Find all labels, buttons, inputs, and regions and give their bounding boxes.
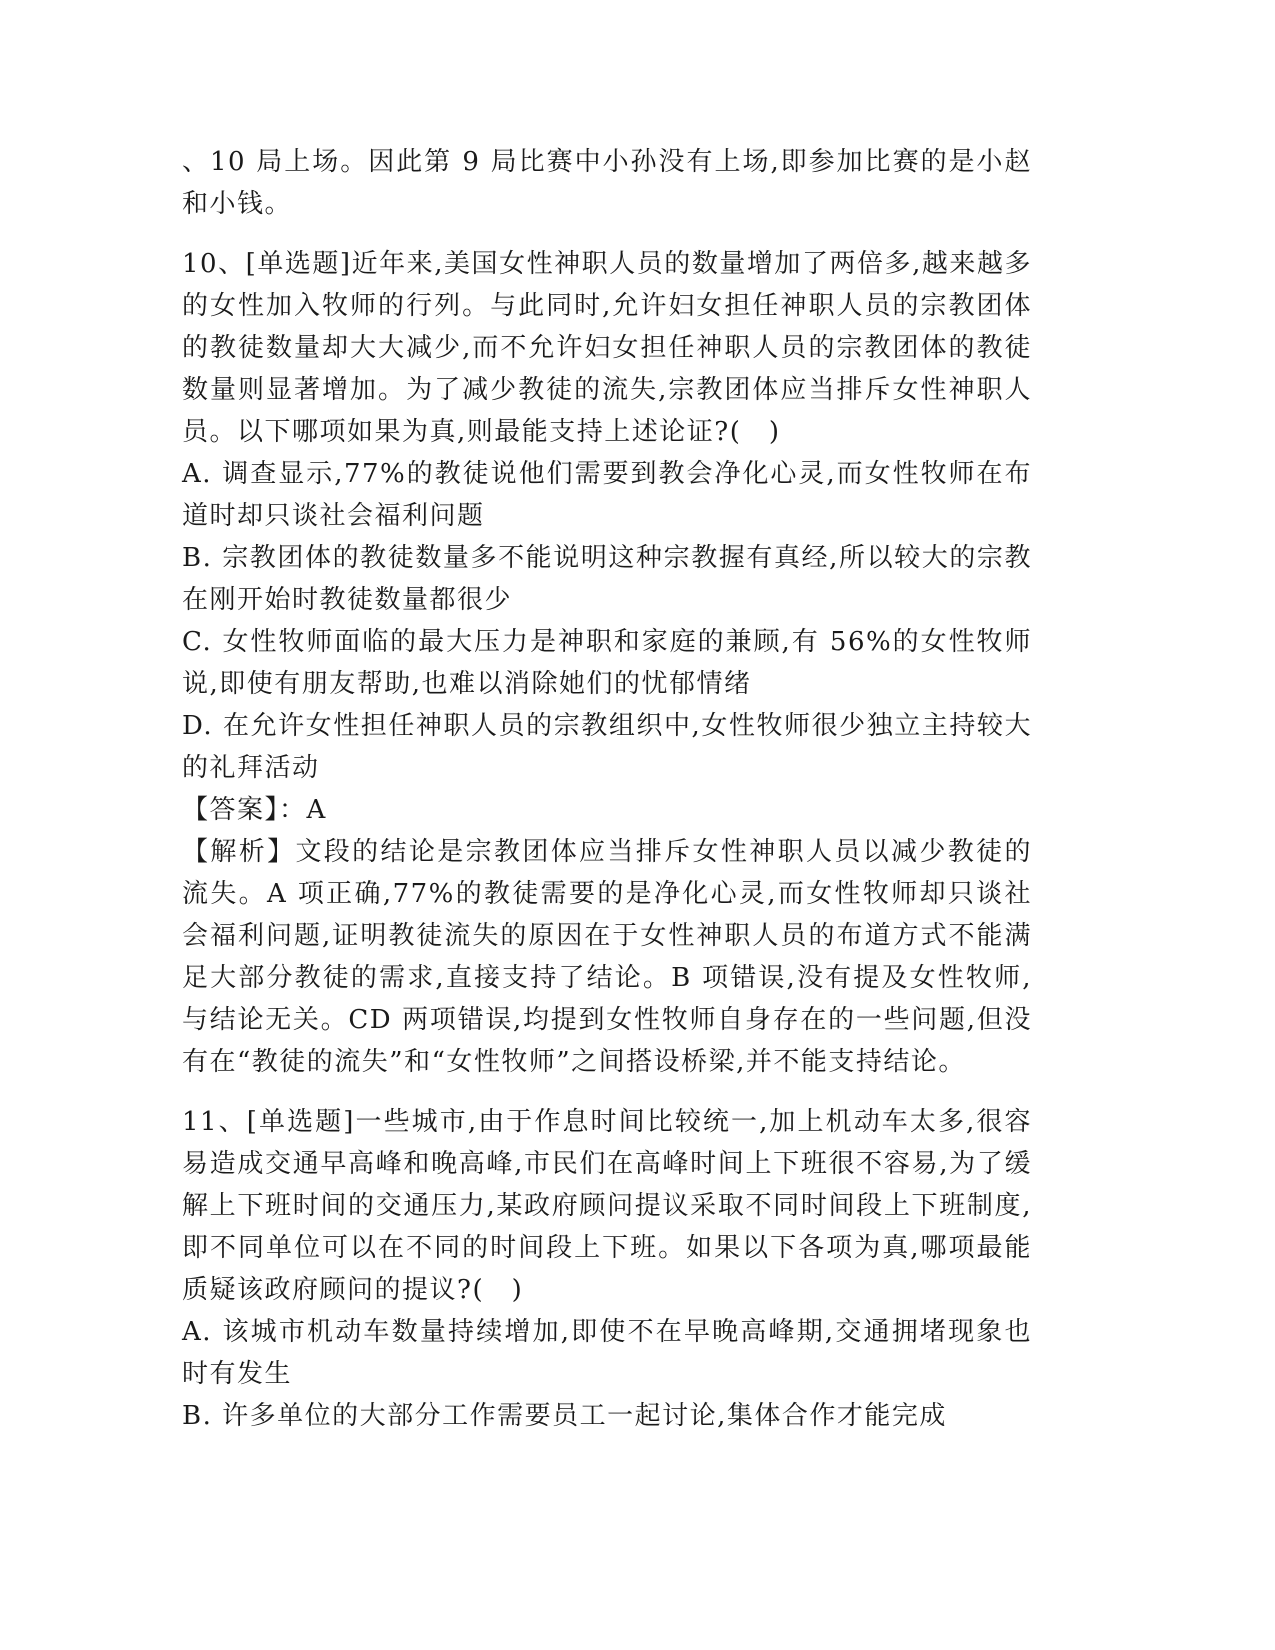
- spacer: [182, 225, 1032, 243]
- question-10: [182, 243, 1032, 1083]
- explanation: 【解析】文段的结论是宗教团体应当排斥女性神职人员以减少教徒的流失。A 项正确,77%的教徒需要的是净化心灵,而女性牧师却只谈社会福利问题,证明教徒流失的原因在于女性神职人员的布道方式不能满足大部分教徒的需求,直接支持了结论。B 项错误,没有提及女性牧师,与结论无关。CD 两项错误,均提到女性牧师自身存在的一些问题,但没有在“教徒的流失”和“女性牧师”之间搭设桥梁,并不能支持结论。: [182, 837, 1032, 1077]
- option-a: A. 该城市机动车数量持续增加,即使不在早晚高峰期,交通拥堵现象也时有发生: [182, 1317, 1032, 1389]
- answer: 【答案】：A: [182, 795, 327, 825]
- option-b: B. 宗教团体的教徒数量多不能说明这种宗教握有真经,所以较大的宗教在刚开始时教徒数量都很少: [182, 543, 1032, 615]
- document-page: [182, 141, 1032, 1437]
- spacer: [182, 1083, 1032, 1101]
- option-c: C. 女性牧师面临的最大压力是神职和家庭的兼顾,有 56%的女性牧师说,即使有朋友帮助,也难以消除她们的忧郁情绪: [182, 627, 1032, 699]
- question-stem: 11、[单选题]一些城市,由于作息时间比较统一,加上机动车太多,很容易造成交通早高峰和晚高峰,市民们在高峰时间上下班很不容易,为了缓解上下班时间的交通压力,某政府顾问提议采取不同时间段上下班制度,即不同单位可以在不同的时间段上下班。如果以下各项为真,哪项最能质疑该政府顾问的提议?( ): [182, 1107, 1032, 1305]
- option-b: B. 许多单位的大部分工作需要员工一起讨论,集体合作才能完成: [182, 1401, 947, 1431]
- option-a: A. 调查显示,77%的教徒说他们需要到教会净化心灵,而女性牧师在布道时却只谈社会福利问题: [182, 459, 1032, 531]
- continuation-paragraph: 、10 局上场。因此第 9 局比赛中小孙没有上场,即参加比赛的是小赵和小钱。: [182, 147, 1032, 219]
- question-stem: 10、[单选题]近年来,美国女性神职人员的数量增加了两倍多,越来越多的女性加入牧师的行列。与此同时,允许妇女担任神职人员的宗教团体的教徒数量却大大减少,而不允许妇女担任神职人员的宗教团体的教徒数量则显著增加。为了减少教徒的流失,宗教团体应当排斥女性神职人员。以下哪项如果为真,则最能支持上述论证?( ): [182, 249, 1032, 447]
- option-d: D. 在允许女性担任神职人员的宗教组织中,女性牧师很少独立主持较大的礼拜活动: [182, 711, 1032, 783]
- question-11: [182, 1101, 1032, 1437]
